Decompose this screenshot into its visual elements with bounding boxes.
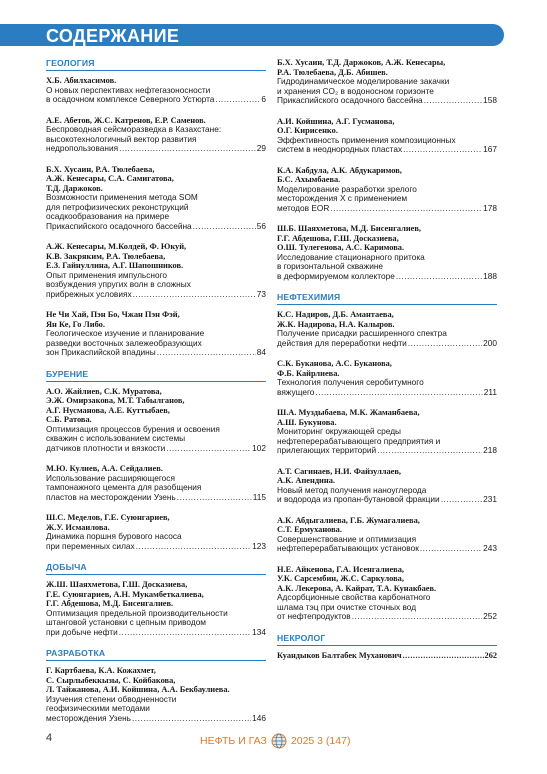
toc-section-production [46,562,266,637]
entry-title-line: Получение присадки расширенного спектра [277,328,447,338]
toc-entry[interactable] [277,467,497,505]
page-title: СОДЕРЖАНИЕ [46,26,180,46]
journal-name: НЕФТЬ И ГАЗ [200,735,267,747]
entry-authors: А.Ш. Букунова. [277,417,337,427]
entry-title-line: тампонажного цемента для разобщения [46,482,202,492]
toc-entry[interactable] [46,580,266,637]
toc-section-development [46,648,266,723]
entry-title-text: и водорода из пропан-бутановой фракции [277,494,440,504]
entry-authors: Б.Х. Хусаин, Р.А. Тюлебаева, [46,164,155,174]
leader-dots [441,495,482,505]
entry-authors: А.К. Абдыгалиева, Г.Б. Жумагалиева, [277,515,420,525]
entry-authors: О.Ш. Тулегенова, А.С. Каримова. [277,243,405,252]
toc-entry[interactable] [277,651,497,661]
entry-title-line: месторождения Х с применением [277,193,408,203]
entry-title-line: Эффективность применения композиционных [277,134,456,145]
toc-entry[interactable] [277,516,497,554]
entry-title-line: высокотехнологичный вектор развития [46,133,197,144]
entry-title-text: недропользования [46,143,119,153]
entry-title-line: Беспроводная сейсморазведка в Казахстане: [46,124,222,134]
entry-authors: А.О. Жайлиев, С.К. Муратова, [46,386,162,396]
entry-authors: Ш.С. Меделов, Г.Е. Суюнгариев, [46,513,170,522]
entry-title-line: О новых перспективах нефтегазоносности [46,84,211,95]
entry-title-line: нефтеперерабатывающего предприятия и [277,435,441,446]
section-heading: ДОБЫЧА [46,562,266,575]
entry-title-line [277,446,497,456]
toc-entry[interactable] [277,117,497,155]
entry-authors: К.С. Надиров, Д.Б. Амантаева, [277,310,394,319]
entry-title-text: при добыче нефти [46,626,118,637]
entry-title-line: возбуждения упругих волн в сложных [46,279,191,289]
entry-title-line: в горизонтальной скважине [277,261,384,271]
entry-page-number: 102 [252,442,266,453]
toc-entry[interactable] [46,513,266,551]
entry-title-text: нефтеперерабатывающих установок [277,543,419,553]
entry-title-text: вяжущего [277,386,315,397]
entry-authors: Л. Тайжанова, А.И. Койшина, А.А. Бекбаулиева. [46,685,230,694]
entry-title-text: зон Прикаспийской впадины [46,347,156,357]
toc-section-petrochem [277,292,497,622]
entry-page-number: 6 [261,94,266,104]
left-column [46,58,266,734]
entry-title-text: от нефтепродуктов [277,611,351,621]
toc-section-geology [46,58,266,358]
leader-dots [157,348,256,358]
entry-title-text: датчиков плотности и вязкости [46,442,166,453]
entry-title-line: Опыт применения импульсного [46,269,168,280]
entry-title-text: систем в неоднородных пластах [277,144,403,154]
entry-authors: К.А. Кабдула, А.К. Абдукаримов, [277,165,402,175]
entry-title-line [277,204,497,214]
entry-title-text: действия для переработки нефти [277,337,407,348]
entry-title-line [277,145,497,155]
entry-title-line: геофизическими методами [46,703,150,713]
entry-title-text: при переменных силах [46,540,135,551]
entry-page-number: 84 [256,347,266,357]
leader-dots [352,612,482,622]
entry-authors: Ш.А. Муздыбаева, М.К. Жаманбаева, [277,408,420,417]
leader-dots [408,339,482,349]
entry-authors: Не Чи Хай, Пэн Бо, Чжан Пэн Фэй, [46,310,180,319]
entry-title-line [46,542,266,552]
entry-authors: Э.Ж. Омирзакова, М.Т. Табылганов, [46,396,185,405]
entry-title-line [277,96,497,106]
entry-authors: Г.Г. Абдешова, Г.Ш. Досказиева, [277,233,399,243]
leader-dots [215,95,260,105]
entry-authors: Ж.К. Надирова, Н.А. Калыров. [277,319,395,329]
toc-entry[interactable] [277,408,497,456]
entry-title-text: прибрежных условиях [46,288,132,299]
entry-page-number: 262 [484,650,497,660]
entry-title-line: Моделирование разработки зрелого [277,183,417,194]
toc-entry[interactable] [46,464,266,502]
toc-entry[interactable] [46,666,266,723]
toc-entry[interactable] [277,58,497,106]
entry-title-line: и хранения CO₂ в водоносном горизонте [277,85,434,96]
entry-authors: Ян Ке, Го Либо. [46,319,105,329]
toc-section-development-cont [277,58,497,281]
toc-entry[interactable] [46,242,266,299]
entry-title-line [46,348,266,358]
globe-icon [271,733,287,749]
entry-title-line [277,272,497,282]
entry-title-line: шлама тэц при очистке сточных вод [277,601,417,612]
entry-authors: С.К. Буканова, А.С. Буканова, [277,359,392,368]
entry-title-text: пластов на месторождении Узень [46,491,176,502]
entry-page-number: 56 [256,220,266,231]
entry-authors: А.Ж. Кенесары, М.Колдей, Ф. Юкуй, [46,242,187,251]
entry-title-text: Куандыков Балтабек Муханович [277,650,402,660]
entry-authors: Х.Б. Абилхасимов. [46,76,117,85]
leader-dots [403,651,484,661]
entry-authors: А.Е. Абетов, Ж.С. Катренов, Е.Р. Саменов. [46,115,206,125]
toc-entry[interactable] [46,76,266,105]
entry-title-line [46,493,266,503]
entry-title-line: Новый метод получения наноуглерода [277,484,427,495]
entry-authors: С.Б. Ратова. [46,415,92,424]
entry-title-line: Адсорбционные свойства карбонатного [277,592,431,602]
toc-entry[interactable] [277,359,497,397]
entry-authors: Ш.Б. Шаяхметова, М.Д. Бисенгалиев, [277,224,422,233]
entry-title-line: разведки восточных залежеобразующих [46,337,202,348]
entry-title-line: Гидродинамическое моделирование закачки [277,76,450,86]
entry-authors: Ф.Б. Кайрлиева. [277,368,340,378]
entry-title-line [46,290,266,300]
entry-authors: Г.Е. Суюнгариев, А.Н. Мукамбеткалиева, [46,589,204,599]
entry-authors: А.Ж. Кенесары, С.А. Самигатова, [46,174,174,183]
toc-section-drilling [46,369,266,552]
entry-authors: Г.Г. Абдешова, М.Д. Бисенгалиев. [46,599,174,608]
journal-footer [200,733,350,749]
leader-dots [119,144,256,154]
entry-authors: М.Ю. Кулиев, А.А. Сейдалиев. [46,464,163,473]
entry-title-line [277,495,497,505]
entry-title-line: Совершенствование и оптимизация [277,533,417,544]
entry-title-line: Оптимизация предельной производительности [46,607,228,618]
leader-dots [396,272,482,282]
leader-dots [330,204,482,214]
entry-title-line [46,144,266,154]
entry-page-number: 115 [252,491,266,502]
entry-title-line: Мониторинг окружающей среды [277,426,401,436]
toc-entry[interactable] [277,166,497,214]
journal-issue: 2025 3 (147) [290,735,351,747]
entry-title-text: в деформируемом коллекторе [277,270,395,281]
entry-title-text: методов EOR [277,202,330,213]
section-heading: НЕКРОЛОГ [277,633,497,646]
entry-title-text: Прикаспийского осадочного бассейна [46,220,192,231]
entry-authors: Н.Е. Айкенова, Г.А. Исенгалиева, [277,564,404,574]
entry-title-line [277,388,497,398]
section-heading: РАЗРАБОТКА [46,648,266,661]
entry-title-line: Технология получения серобитумного [277,377,424,387]
entry-title-line [277,612,497,622]
entry-authors: А.Г. Нусманова, А.Е. Куттыбаев, [46,405,170,415]
entry-title-text: прилегающих территорий [277,445,377,455]
entry-authors: С. Сырлыбеккызы, С. Койбакова, [46,675,176,685]
entry-title-line: Оптимизация процессов бурения и освоения [46,423,220,434]
entry-page-number: 178 [483,202,497,213]
entry-title-line: Исследование стационарного притока [277,251,425,262]
leader-dots [424,96,483,106]
entry-authors: Б.Х. Хусаин, Т.Д. Даржоков, А.Ж. Кенесары, [277,58,446,67]
leader-dots [136,542,251,552]
entry-page-number: 134 [252,626,266,637]
entry-authors: А.И. Койшина, А.Г. Гусманова, [277,116,395,126]
section-heading: БУРЕНИЕ [46,369,266,382]
entry-title-text: месторождения Узень [46,712,131,723]
leader-dots [420,544,482,554]
entry-title-line [46,444,266,454]
entry-title-line: штанговой установки с цепным приводом [46,617,207,627]
page-number: 4 [46,732,53,744]
toc-section-obituary [277,633,497,661]
entry-page-number: 243 [483,543,497,553]
entry-page-number: 123 [252,540,266,551]
entry-authors: Г. Картбаева, К.А. Кожахмет, [46,666,156,675]
right-column [277,58,497,671]
entry-authors: А.К. Апендина. [277,476,335,485]
entry-title-line [46,222,266,232]
leader-dots [166,444,251,454]
entry-title-line: Изучения степени обводненности [46,693,177,704]
toc-entry[interactable] [46,165,266,232]
toc-entry[interactable] [46,116,266,154]
entry-title-text: Прикаспийского осадочного бассейна [277,95,423,105]
toc-entry[interactable] [277,565,497,622]
entry-page-number: 167 [483,144,497,154]
toc-entry[interactable] [46,310,266,358]
section-heading: ГЕОЛОГИЯ [46,58,266,71]
entry-title-text: в осадочном комплексе Северного Устюрта [46,94,215,104]
entry-page-number: 158 [483,95,497,105]
entry-title-line [46,628,266,638]
leader-dots [315,388,482,398]
entry-page-number: 231 [483,494,497,504]
entry-page-number: 218 [483,445,497,455]
entry-page-number: 73 [256,288,266,299]
leader-dots [132,714,251,724]
entry-authors: Ж.Ш. Шаяхметова, Г.Ш. Досказиева, [46,580,188,589]
entry-title-line [46,95,266,105]
section-heading: НЕФТЕХИМИЯ [277,292,497,305]
entry-title-line: Возможности применения метода SOM [46,192,198,202]
toc-entry[interactable] [277,310,497,348]
entry-page-number: 29 [256,143,266,153]
toc-entry[interactable] [277,224,497,281]
entry-page-number: 252 [483,611,497,621]
entry-authors: С.Т. Ермуханова. [277,525,342,534]
entry-authors: А.Т. Сагинаев, Н.И. Файзуллаев, [277,466,401,476]
entry-title-line: скважин с использованием системы [46,433,186,443]
entry-page-number: 200 [483,337,497,348]
entry-title-line [46,714,266,724]
entry-page-number: 211 [483,386,497,397]
leader-dots [193,222,256,232]
entry-authors: У.К. Сарсембин, Ж.С. Саркулова, [277,574,404,583]
entry-title-line: осадкообразования на примере [46,211,170,221]
entry-page-number: 188 [483,270,497,281]
leader-dots [133,290,256,300]
entry-title-line: Использование расширяющегося [46,472,175,483]
entry-title-line [277,651,497,661]
entry-title-line: Динамика поршня бурового насоса [46,531,182,541]
entry-authors: О.Г. Кирисенко. [277,126,338,135]
entry-authors: К.В. Закряким, Р.А. Тюлебаева, [46,251,166,261]
entry-authors: Т.Д. Даржоков. [46,183,103,193]
entry-page-number: 146 [252,712,266,723]
leader-dots [177,493,252,503]
entry-title-line: для петрофизических реконструкций [46,201,189,212]
leader-dots [119,628,251,638]
entry-authors: А.К. Лекерова, А. Кайрат, Т.А. Кунакбаев. [277,583,437,593]
entry-title-line [277,544,497,554]
entry-title-line: Геологическое изучение и планирование [46,328,205,338]
entry-authors: Е.З. Гайнуллина, А.Г. Шапошников. [46,261,184,270]
leader-dots [377,446,482,456]
leader-dots [403,145,482,155]
entry-authors: Р.А. Тюлебаева, Д.Б. Абишев. [277,67,388,77]
entry-title-line [277,339,497,349]
entry-authors: Б.С. Ахымбаева. [277,175,341,184]
toc-entry[interactable] [46,387,266,454]
entry-authors: Ж.У. Исмаилова. [46,522,110,532]
